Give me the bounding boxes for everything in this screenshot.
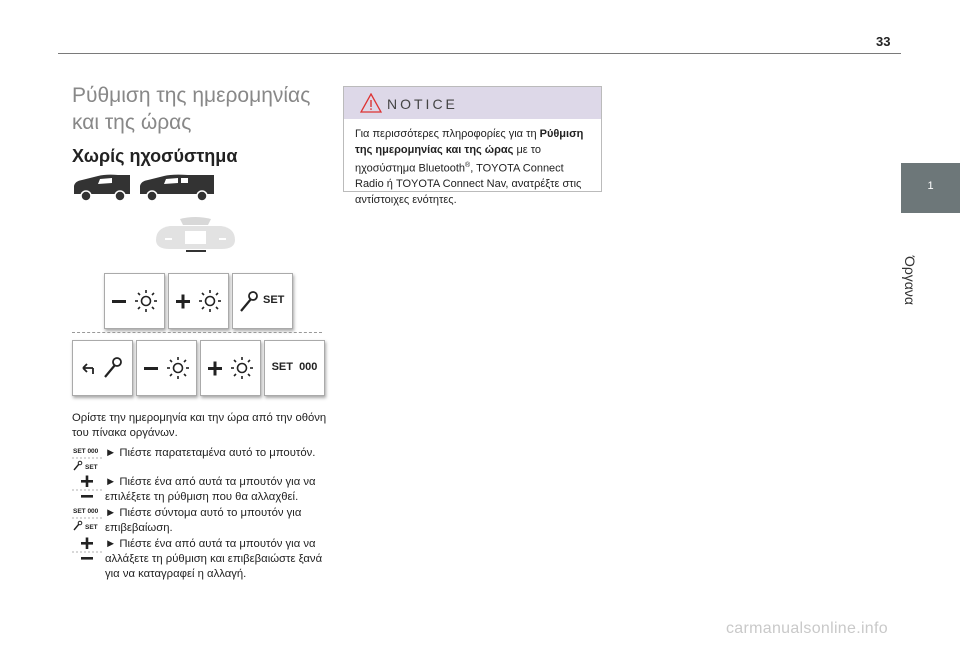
header-rule [58, 53, 901, 54]
plus-minus-mini-icon [72, 474, 102, 502]
brightness-minus-icon [105, 274, 164, 328]
wrench-set-button[interactable] [232, 273, 293, 329]
dim-plus-button-2[interactable] [200, 340, 261, 396]
page-title: Ρύθμιση της ημερομηνίας και της ώρας [72, 84, 311, 134]
notice-text-bold: Ρύθμιση της ημερομηνίας και της ώρας [355, 128, 584, 156]
step-1-text: Πιέστε παρατεταμένα αυτό το μπουτόν. [119, 447, 316, 459]
brightness-plus-icon [169, 274, 228, 328]
notice-box [343, 86, 602, 206]
chapter-number: 1 [927, 180, 934, 192]
back-wrench-button[interactable] [72, 340, 133, 396]
set-buttons-mini-icon [72, 445, 102, 473]
plus-minus-mini-icon [72, 536, 102, 564]
short-van-icon [74, 175, 130, 201]
dim-plus-button[interactable] [168, 273, 229, 329]
notice-text [355, 127, 595, 208]
section-title: Χωρίς ηχοσύστημα [72, 146, 238, 166]
instrument-display-icon [148, 216, 243, 258]
svg-text:SET 000: SET 000 [73, 508, 99, 515]
set-000-label: SET 000 [271, 361, 318, 373]
wrench-icon [237, 274, 259, 328]
step-3-text: Πιέστε σύντομα αυτό το μπουτόν για επιβεβαίωση. [105, 507, 302, 535]
step-4-text: Πιέστε ένα από αυτά τα μπουτόν για να αλλάξετε τη ρύθμιση και επιβεβαιώστε ξανά για να καταγραφεί η αλλαγή. [105, 538, 323, 581]
warning-icon [360, 93, 382, 113]
svg-text:SET: SET [85, 464, 98, 471]
bullet: ► [105, 507, 117, 519]
page-number: 33 [876, 34, 891, 49]
dim-minus-button-2[interactable] [136, 340, 197, 396]
bullet: ► [105, 476, 117, 488]
set-000-button[interactable] [264, 340, 325, 396]
registered-mark: ® [465, 162, 471, 169]
notice-text-part: , TOYOTA Connect Radio ή TOYOTA Connect Nav, ανατρέξτε στις αντίστοιχες ενότητες. [355, 162, 582, 206]
dashed-divider [72, 332, 322, 333]
notice-header [344, 87, 601, 119]
set-label: SET [263, 294, 285, 306]
notice-text-part: Για περισσότερες πληροφορίες για τη [355, 128, 540, 140]
intro-text: Ορίστε την ημερομηνία και την ώρα από την οθόνη του πίνακα οργάνων. [72, 412, 327, 439]
dim-minus-button[interactable] [104, 273, 165, 329]
bullet: ► [105, 538, 117, 550]
brightness-plus-icon [201, 341, 260, 395]
chapter-tab[interactable] [901, 163, 960, 213]
set-buttons-mini-icon [72, 505, 102, 533]
return-wrench-icon [73, 341, 132, 395]
van-icons [72, 172, 222, 204]
chapter-label: Όργανα [902, 256, 918, 305]
svg-text:SET: SET [85, 524, 98, 531]
notice-title: NOTICE [387, 96, 458, 112]
watermark[interactable]: carmanualsonline.info [726, 620, 888, 637]
step-2-text: Πιέστε ένα από αυτά τα μπουτόν για να επιλέξετε τη ρύθμιση που θα αλλαχθεί. [105, 476, 316, 504]
brightness-minus-icon [137, 341, 196, 395]
bullet: ► [105, 447, 117, 459]
notice-text-part: με το ηχοσύστημα Bluetooth [355, 143, 542, 175]
svg-text:SET 000: SET 000 [73, 448, 99, 455]
long-van-icon [140, 175, 214, 201]
